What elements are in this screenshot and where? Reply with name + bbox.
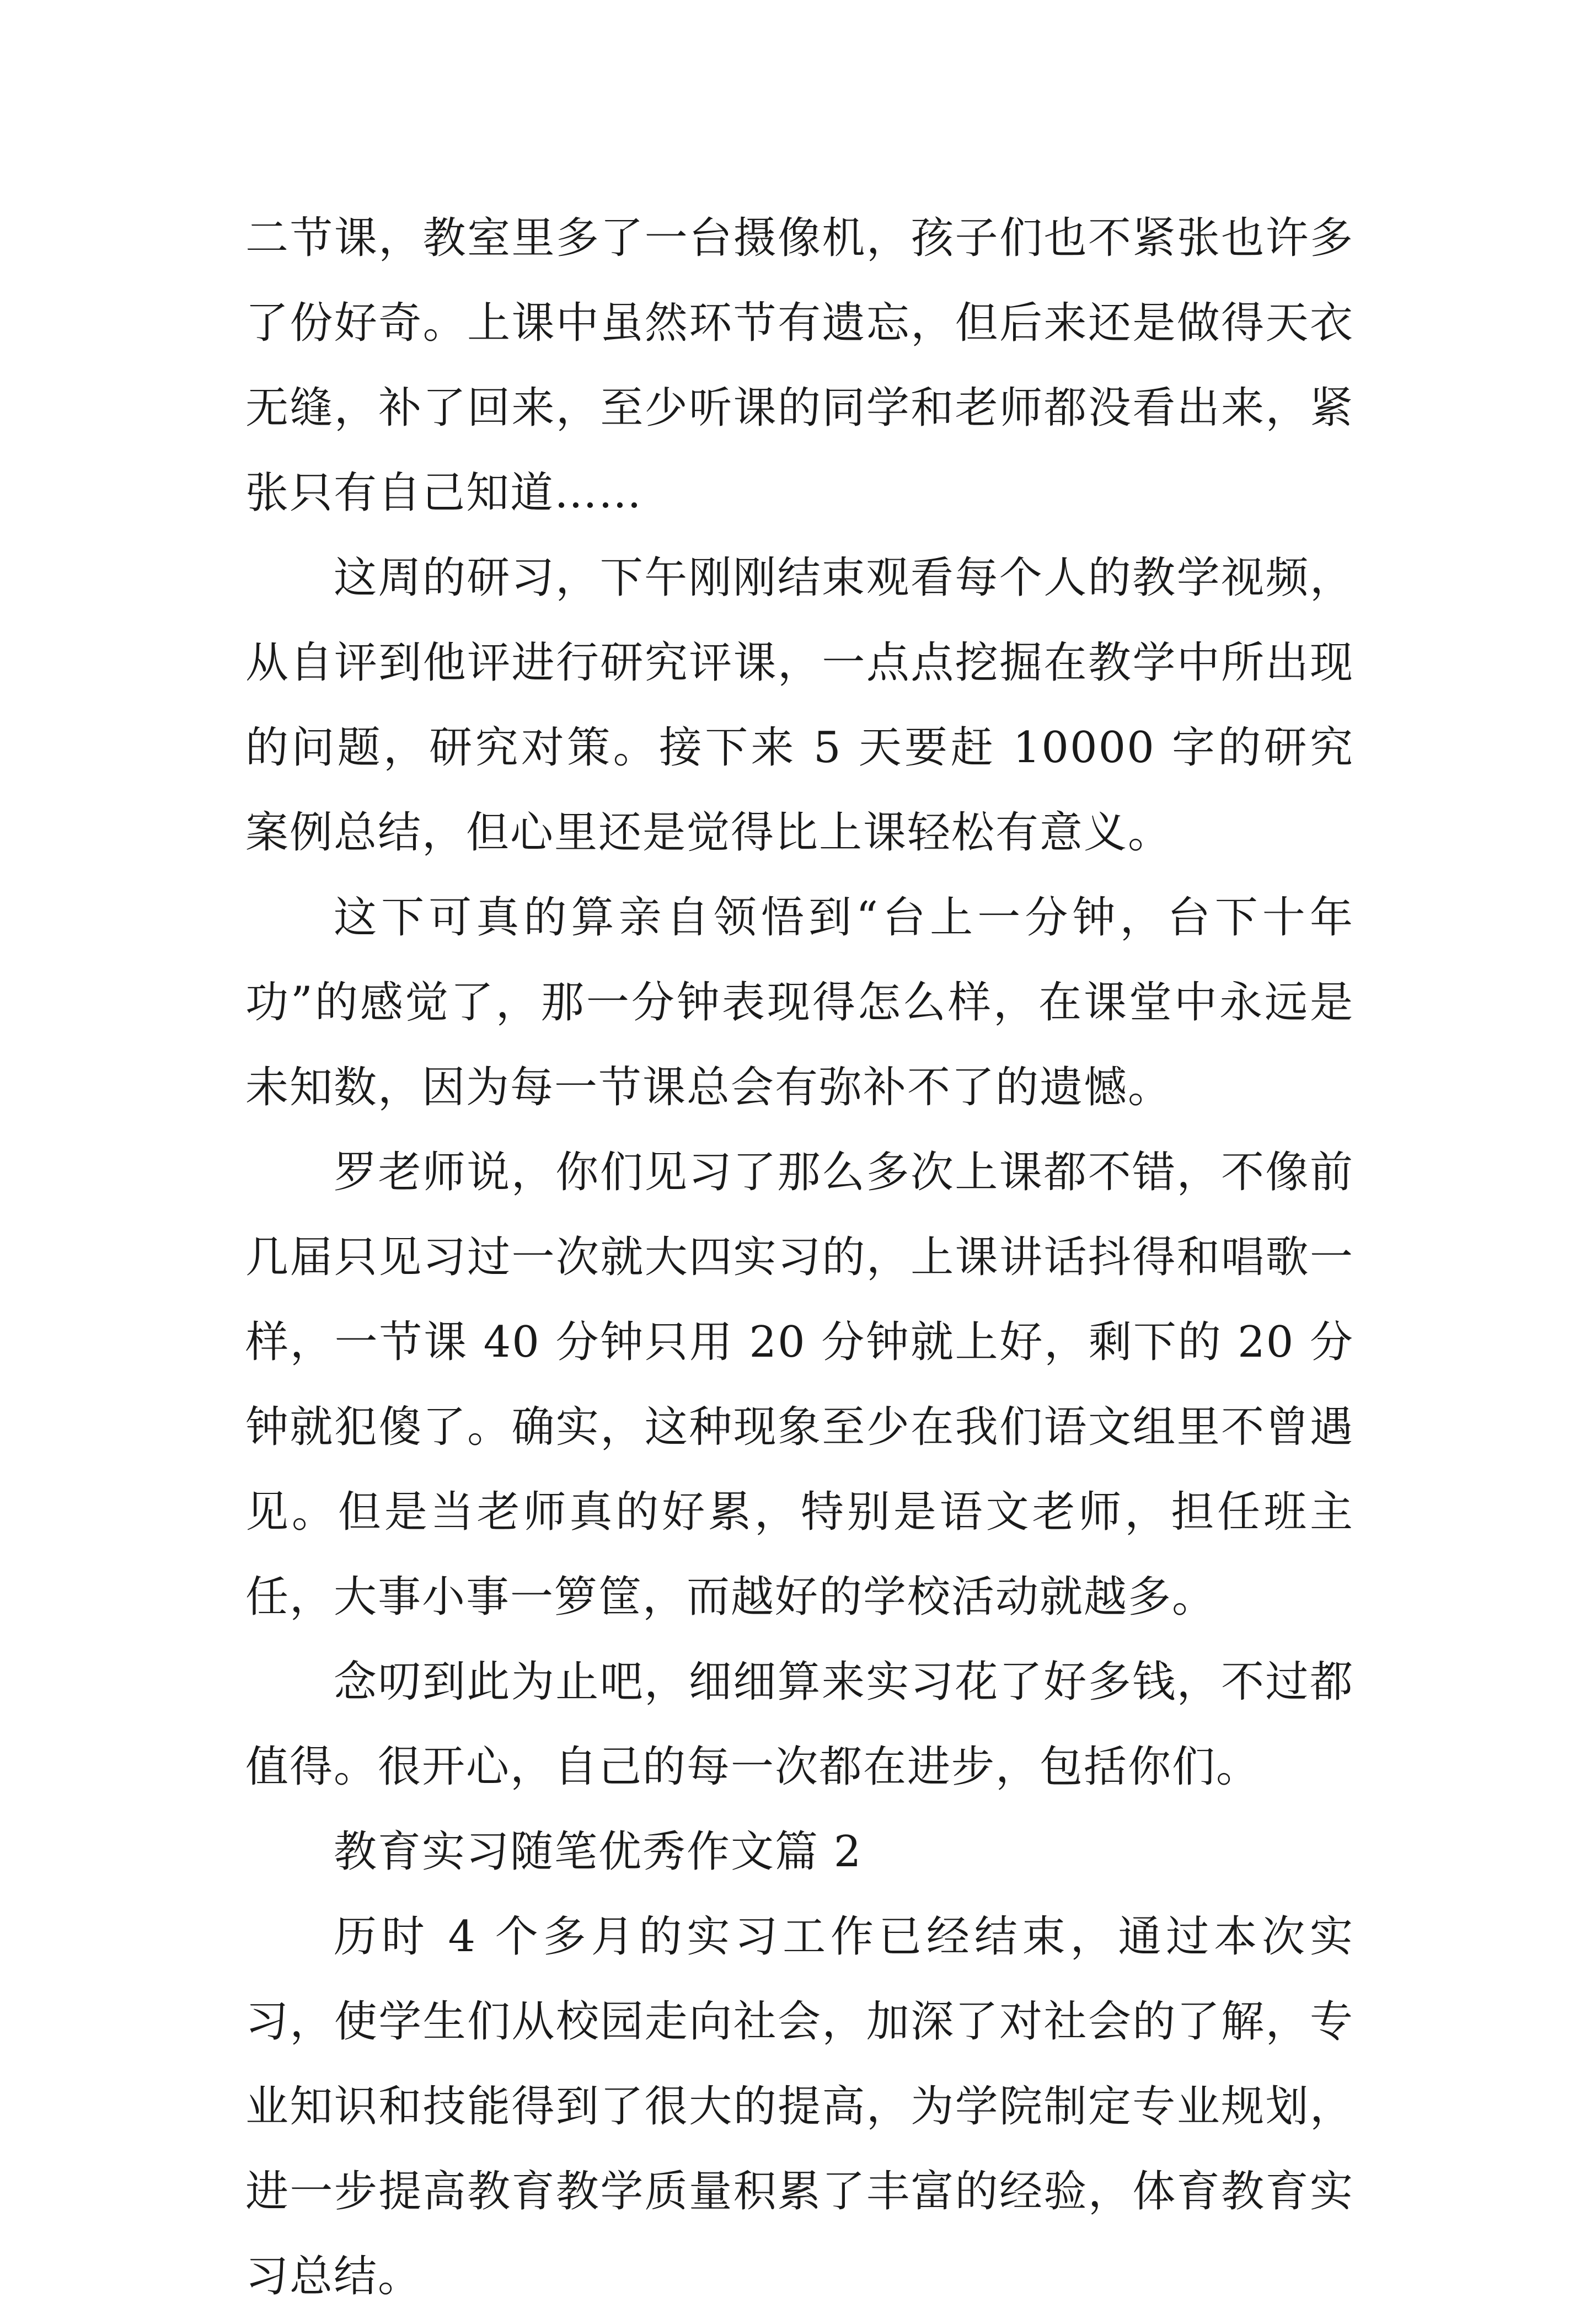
- paragraph-3: 这下可真的算亲自领悟到“台上一分钟，台下十年功”的感觉了，那一分钟表现得怎么样，在课堂中永远是未知数，因为每一节课总会有弥补不了的遗憾。: [245, 893, 1354, 1112]
- paragraph-5: 念叨到此为止吧，细细算来实习花了好多钱，不过都值得。很开心，自己的每一次都在进步，包括你们。: [245, 1657, 1354, 1792]
- document-body: [245, 196, 1354, 2319]
- paragraph-1: 二节课，教室里多了一台摄像机，孩子们也不紧张也许多了份好奇。上课中虽然环节有遗忘，但后来还是做得天衣无缝，补了回来，至少听课的同学和老师都没看出来，紧张只有自己知道……: [245, 213, 1354, 518]
- paragraph-2: 这周的研习，下午刚刚结束观看每个人的教学视频，从自评到他评进行研究评课，一点点挖掘在教学中所出现的问题，研究对策。接下来 5 天要赶 10000 字的研究案例总结，但心里还是觉得比上课轻松有意义。: [245, 553, 1354, 858]
- paragraph-6: 历时 4 个多月的实习工作已经结束，通过本次实习，使学生们从校园走向社会，加深了对社会的了解，专业知识和技能得到了很大的提高，为学院制定专业规划，进一步提高教育教学质量积累了丰富的经验，体育教育实习总结。: [245, 1912, 1354, 2301]
- section-heading: 教育实习随笔优秀作文篇 2: [334, 1827, 863, 1877]
- paragraph-4: 罗老师说，你们见习了那么多次上课都不错，不像前几届只见习过一次就大四实习的，上课讲话抖得和唱歌一样，一节课 40 分钟只用 20 分钟就上好，剩下的 20 分钟就犯傻了。确实，这种现象至少在我们语文组里不曾遇见。但是当老师真的好累，特别是语文老师，担任班主任，大事小事一箩筐，而越好的学校活动就越多。: [245, 1148, 1354, 1622]
